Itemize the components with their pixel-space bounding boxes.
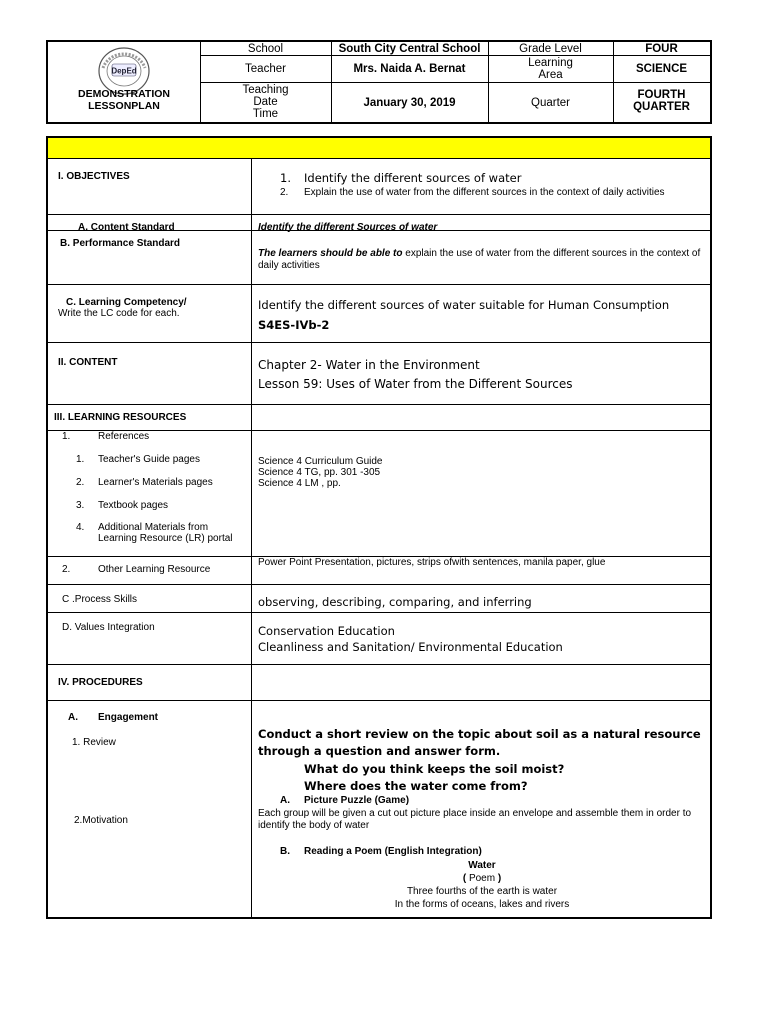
doc-title-line2: LESSONPLAN: [88, 100, 160, 112]
review-label: 1. Review: [72, 737, 116, 748]
yellow-banner: [48, 138, 710, 159]
references-label: References: [98, 431, 150, 442]
objectives-label: I. OBJECTIVES: [58, 171, 130, 182]
school-value: South City Central School: [338, 42, 481, 55]
ref-item-textbook: Textbook pages: [98, 500, 169, 511]
picture-puzzle-label: Picture Puzzle (Game): [304, 795, 410, 806]
other-resource-number: 2.: [62, 564, 71, 575]
performance-standard-label: B. Performance Standard: [60, 238, 181, 249]
review-question-1: What do you think keeps the soil moist?: [304, 762, 565, 776]
process-skills-value: observing, describing, comparing, and inferring: [258, 595, 532, 609]
ref-value-curriculum-guide: Science 4 Curriculum Guide: [258, 456, 383, 467]
review-question-2: Where does the water come from?: [304, 779, 528, 793]
puzzle-text: Each group will be given a cut out picture place inside an envelope and assemble them in order to identify the body of water: [258, 808, 692, 831]
value-conservation: Conservation Education: [258, 624, 395, 638]
learning-competency-code: S4ES-IVb-2: [258, 318, 330, 332]
motivation-label: 2.Motivation: [74, 815, 128, 826]
ref-item-number: 3.: [76, 500, 85, 511]
content-standard-value: Identify the different Sources of water: [258, 222, 438, 233]
learning-area-value: SCIENCE: [635, 63, 688, 75]
review-text: Conduct a short review on the topic about soil as a natural resource through a question and answer form.: [258, 727, 701, 758]
engagement-label: Engagement: [98, 712, 159, 723]
procedures-label: IV. PROCEDURES: [58, 677, 143, 688]
time-label: Time: [252, 108, 279, 120]
ref-value-lm: Science 4 LM , pp.: [258, 478, 341, 489]
ref-item-learners-materials: Learner's Materials pages: [98, 477, 213, 488]
poem-subtitle: ( Poem ): [462, 873, 502, 884]
grade-level-label: Grade Level: [519, 42, 582, 55]
references-number: 1.: [62, 431, 71, 442]
poem-line-1: Three fourths of the earth is water: [406, 886, 558, 897]
quarter-value-line1: FOURTH: [637, 89, 686, 101]
learning-competency-sublabel: Write the LC code for each.: [58, 308, 180, 319]
content-lesson: Lesson 59: Uses of Water from the Different Sources: [258, 377, 573, 391]
process-skills-label: C .Process Skills: [62, 594, 138, 605]
objective-number-2: 2.: [280, 187, 289, 198]
value-cleanliness: Cleanliness and Sanitation/ Environmental Education: [258, 640, 563, 654]
content-chapter: Chapter 2- Water in the Environment: [258, 358, 480, 372]
other-resource-value: Power Point Presentation, pictures, strips ofwith sentences, manila paper, glue: [258, 557, 606, 568]
teaching-label: Teaching: [242, 84, 289, 96]
reading-poem-label: Reading a Poem (English Integration): [304, 846, 482, 857]
picture-puzzle-letter: A.: [280, 795, 290, 806]
ref-item-number: 1.: [76, 454, 85, 465]
poem-line-2: In the forms of oceans, lakes and rivers: [394, 899, 570, 910]
quarter-value-line2: QUARTER: [633, 101, 690, 113]
ref-item-teachers-guide: Teacher's Guide pages: [98, 454, 200, 465]
teacher-value: Mrs. Naida A. Bernat: [353, 63, 466, 75]
ref-item-number: 4.: [76, 522, 85, 533]
engagement-letter: A.: [68, 712, 78, 723]
learning-competency-value: Identify the different sources of water suitable for Human Consumption: [258, 298, 670, 312]
content-label: II. CONTENT: [58, 357, 118, 368]
logo-cell: [48, 42, 200, 122]
objective-1: Identify the different sources of water: [304, 171, 522, 185]
date-value: January 30, 2019: [363, 96, 456, 109]
svg-text:DepEd: DepEd: [111, 66, 137, 76]
quarter-label: Quarter: [531, 96, 570, 109]
other-resource-label: Other Learning Resource: [98, 564, 211, 575]
objective-number-1: 1.: [280, 171, 291, 185]
reading-poem-letter: B.: [280, 846, 290, 857]
ref-value-tg: Science 4 TG, pp. 301 -305: [258, 467, 381, 478]
learning-area-label: Learning Area: [528, 57, 573, 81]
doc-title-line1: DEMONSTRATION: [78, 88, 170, 100]
header-table: [46, 40, 712, 124]
content-standard-label: A. Content Standard: [78, 222, 175, 233]
teacher-label: Teacher: [245, 63, 286, 75]
performance-standard-value: The learners should be able to explain the use of water from the different sources in the context of daily activities: [258, 248, 701, 271]
school-label: School: [247, 42, 284, 55]
objective-2: Explain the use of water from the different sources in the context of daily activities: [304, 187, 665, 198]
lesson-plan-table: [46, 136, 712, 919]
ref-item-number: 2.: [76, 477, 85, 488]
learning-resources-label: III. LEARNING RESOURCES: [54, 412, 187, 423]
ref-item-additional-materials: Additional Materials from Learning Resource (LR) portal: [98, 522, 233, 544]
values-integration-label: D. Values Integration: [62, 622, 155, 633]
date-label: Date: [253, 96, 278, 108]
learning-competency-label: C. Learning Competency/: [66, 297, 187, 308]
grade-level-value: FOUR: [645, 42, 678, 55]
poem-title: Water: [468, 860, 496, 871]
